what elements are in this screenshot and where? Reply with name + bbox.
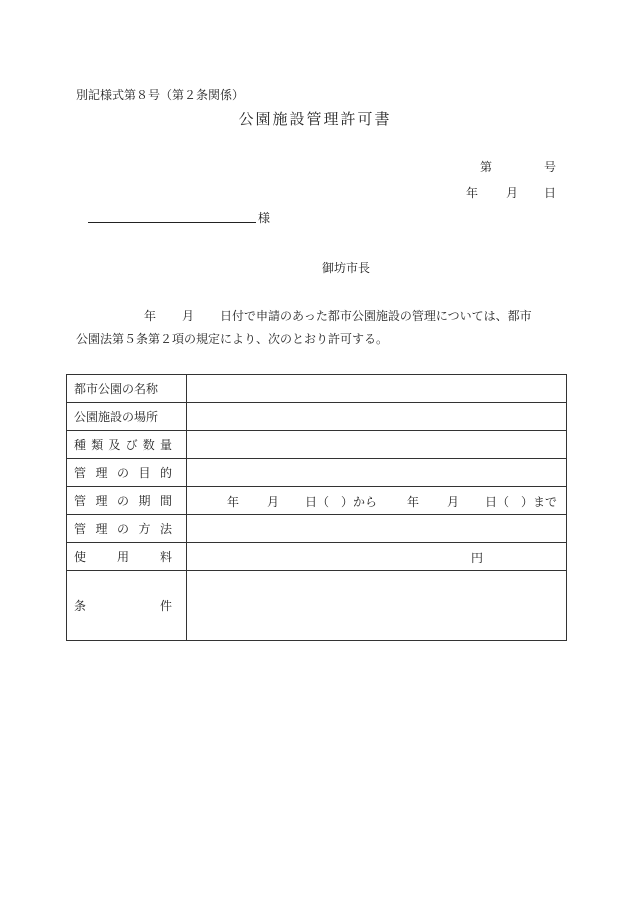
table-row: [67, 487, 567, 515]
period-from-month: 月: [267, 495, 280, 509]
date-month: 月: [506, 186, 519, 200]
body-text: [76, 305, 560, 351]
doc-number-dai: 第: [480, 160, 493, 174]
table-row: [67, 515, 567, 543]
row-value: [187, 431, 567, 459]
period-from-year: 年: [227, 495, 240, 509]
row-value: [187, 459, 567, 487]
body-line2: 公園法第５条第２項の規定により、次のとおり許可する。: [76, 332, 389, 346]
addressee-honorific: 様: [258, 211, 271, 225]
page-title: 公園施設管理許可書: [238, 110, 392, 128]
table-row: [67, 403, 567, 431]
fee-value: [187, 543, 567, 571]
row-label: [67, 487, 187, 515]
period-value: [187, 487, 567, 515]
row-value: [187, 571, 567, 641]
row-value: [187, 515, 567, 543]
row-label: [67, 571, 187, 641]
table-row: [67, 459, 567, 487]
row-label: [67, 543, 187, 571]
table-row: [67, 431, 567, 459]
period-to-day: 日（ ）まで: [485, 495, 558, 509]
row-label-spread: 管 理 の 目 的: [74, 466, 172, 480]
body-line1: 日付で申請のあった都市公園施設の管理については、都市: [220, 309, 532, 323]
addressee-line: [88, 222, 256, 223]
permit-table: [66, 374, 567, 641]
fee-unit: 円: [471, 551, 484, 565]
row-label: [67, 431, 187, 459]
row-label: [67, 515, 187, 543]
doc-number-go: 号: [544, 160, 557, 174]
body-month: 月: [182, 309, 195, 323]
row-label-spread: 条 件: [74, 599, 172, 613]
row-label-spread: 使 用 料: [74, 550, 172, 564]
form-number: 別記様式第８号（第２条関係）: [76, 88, 245, 102]
date-day: 日: [544, 186, 557, 200]
row-label: 都市公園の名称: [67, 375, 187, 403]
period-to-month: 月: [447, 495, 460, 509]
row-label-spread: 管 理 の 方 法: [74, 522, 172, 536]
period-to-year: 年: [407, 495, 420, 509]
issuer-name: 御坊市長: [322, 261, 371, 275]
row-value: [187, 403, 567, 431]
row-label-spread: 管 理 の 期 間: [74, 494, 172, 508]
row-label: [67, 459, 187, 487]
table-row: [67, 375, 567, 403]
table-row: [67, 571, 567, 641]
row-label: 公園施設の場所: [67, 403, 187, 431]
table-row: [67, 543, 567, 571]
row-label-spread: 種 類 及 び 数 量: [74, 438, 172, 452]
date-year: 年: [466, 186, 479, 200]
period-from-day: 日（ ）から: [305, 495, 378, 509]
row-value: [187, 375, 567, 403]
body-year: 年: [144, 309, 157, 323]
